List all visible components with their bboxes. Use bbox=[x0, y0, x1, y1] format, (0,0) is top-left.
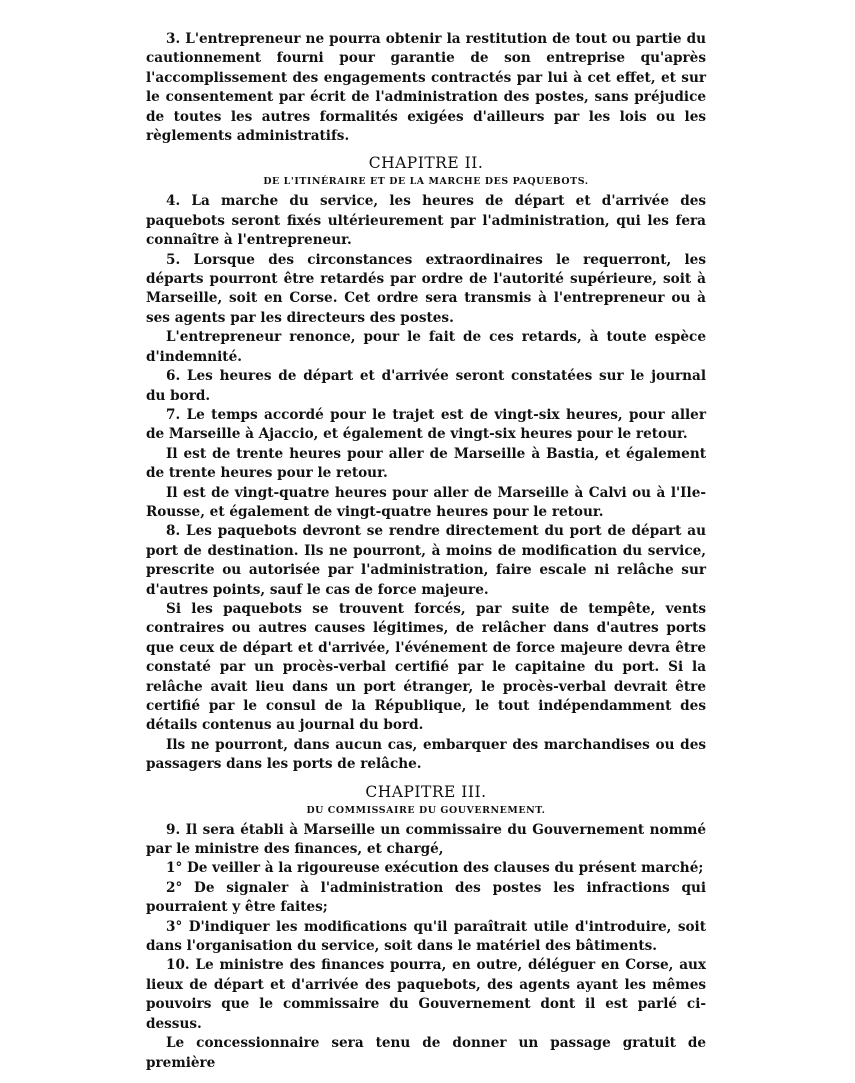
article-9: 9. Il sera établi à Marseille un commissaire du Gouvernement nommé par le ministre des finances, et chargé, bbox=[146, 821, 706, 858]
article-9-item-2: 2° De signaler à l'administration des postes les infractions qui pourraient y être faites; bbox=[146, 879, 706, 916]
article-8-force-majeure: Si les paquebots se trouvent forcés, par suite de tempête, vents contraires ou autres causes légitimes, de relâcher dans d'autres ports que ceux de départ et d'arrivée, l'événement de force majeure devra être constaté par un procès-verbal certifié par le capitaine du port. Si la relâche avait lieu dans un port étranger, le procès-verbal devrait être certifié par le consul de la République, le tout indépendamment des détails contenus au journal du bord. bbox=[146, 600, 706, 734]
article-5: 5. Lorsque des circonstances extraordinaires le requerront, les départs pourront être retardés par ordre de l'autorité supérieure, soit à Marseille, soit en Corse. Cet ordre sera transmis à l'entrepreneur ou à ses agents par les directeurs des postes. bbox=[146, 251, 706, 326]
document-page bbox=[146, 30, 706, 1073]
chapter-2-title: CHAPITRE II. bbox=[368, 154, 484, 173]
article-5-indemnity: L'entrepreneur renonce, pour le fait de ces retards, à toute espèce d'indemnité. bbox=[146, 329, 706, 365]
article-8: 8. Les paquebots devront se rendre directement du port de départ au port de destination. Ils ne pourront, à moins de modification du service, prescrite ou autorisée par l'administration, faire escale ni relâche sur d'autres points, sauf le cas de force majeure. bbox=[146, 523, 706, 598]
article-10-passage: Le concessionnaire sera tenu de donner un passage gratuit de première bbox=[146, 1035, 706, 1071]
chapter-3-subtitle: DU COMMISSAIRE DU GOUVERNEMENT. bbox=[306, 804, 546, 816]
article-6: 6. Les heures de départ et d'arrivée seront constatées sur le journal du bord. bbox=[146, 368, 706, 404]
article-7-calvi: Il est de vingt-quatre heures pour aller de Marseille à Calvi ou à l'Ile-Rousse, et également de vingt-quatre heures pour le retour. bbox=[146, 484, 706, 520]
article-7-bastia: Il est de trente heures pour aller de Marseille à Bastia, et également de trente heures pour le retour. bbox=[146, 445, 706, 482]
article-9-item-1: 1° De veiller à la rigoureuse exécution des clauses du présent marché; bbox=[166, 860, 704, 877]
article-8-no-cargo: Ils ne pourront, dans aucun cas, embarquer des marchandises ou des passagers dans les ports de relâche. bbox=[146, 736, 706, 773]
article-3: 3. L'entrepreneur ne pourra obtenir la restitution de tout ou partie du cautionnement fourni pour garantie de son entreprise qu'après l'accomplissement des engagements contractés par lui à cet effet, et sur le consentement par écrit de l'administration des postes, sans préjudice de toutes les autres formalités exigées d'ailleurs par les lois ou les règlements administratifs. bbox=[146, 31, 706, 145]
chapter-2-subtitle: DE L'ITINÉRAIRE ET DE LA MARCHE DES PAQUEBOTS. bbox=[263, 176, 589, 188]
article-10: 10. Le ministre des finances pourra, en outre, déléguer en Corse, aux lieux de départ et d'arrivée des paquebots, des agents ayant les mêmes pouvoirs que le commissaire du Gouvernement dont il est parlé ci-dessus. bbox=[146, 957, 706, 1032]
chapter-3-title: CHAPITRE III. bbox=[365, 782, 487, 801]
article-9-item-3: 3° D'indiquer les modifications qu'il paraîtrait utile d'introduire, soit dans l'organisation du service, soit dans le matériel des bâtiments. bbox=[146, 918, 706, 955]
article-7: 7. Le temps accordé pour le trajet est de vingt-six heures, pour aller de Marseille à Ajaccio, et également de vingt-six heures pour le retour. bbox=[146, 406, 706, 443]
article-4: 4. La marche du service, les heures de départ et d'arrivée des paquebots seront fixés ultérieurement par l'administration, qui les fera connaître à l'entrepreneur. bbox=[146, 193, 706, 249]
